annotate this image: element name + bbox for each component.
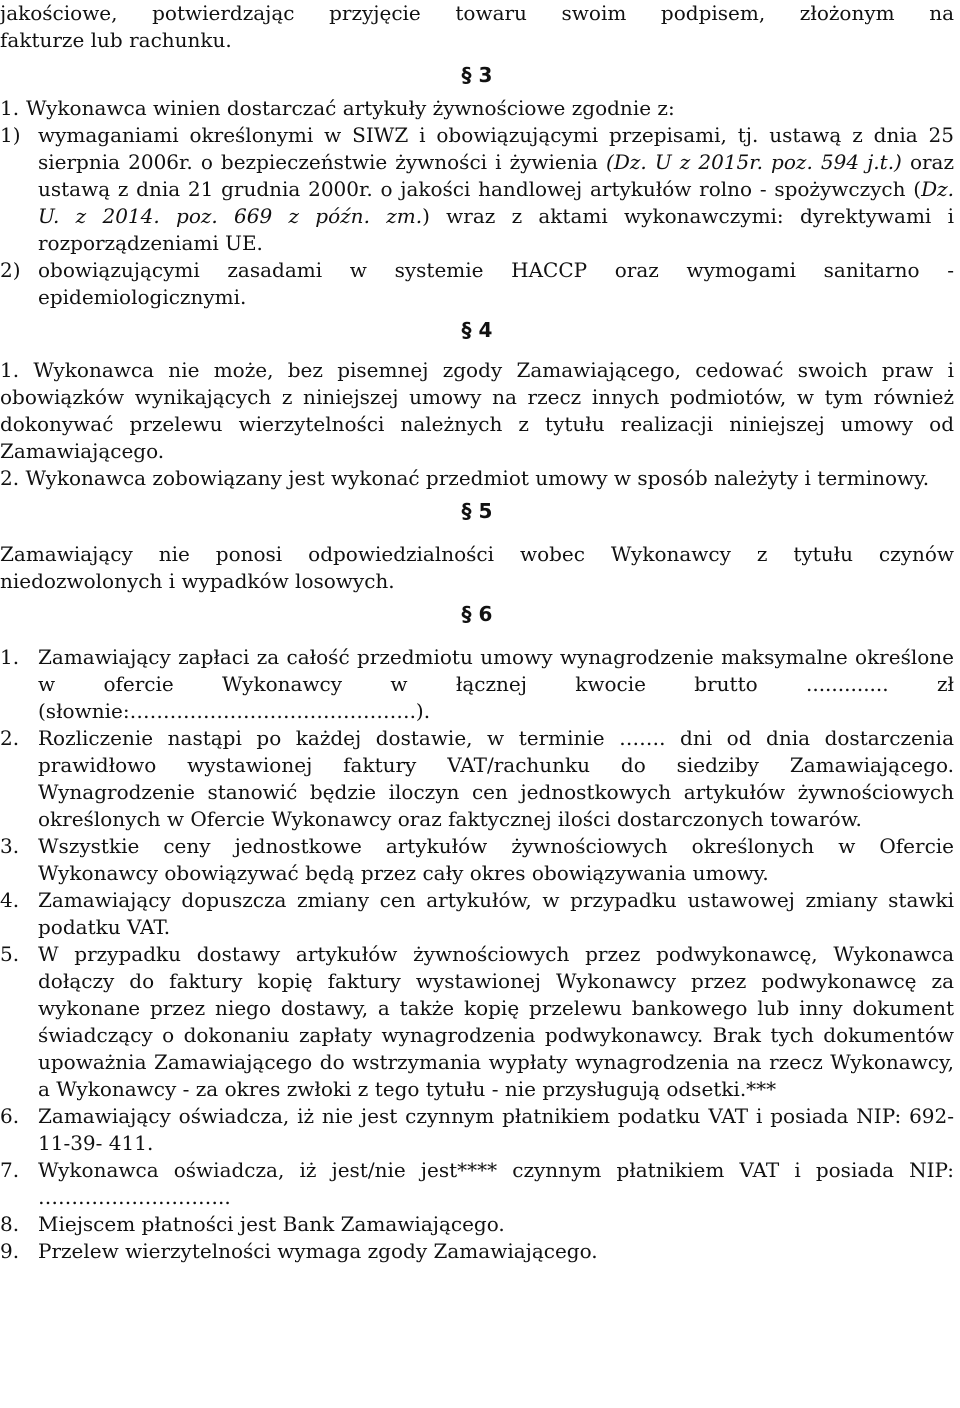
s4-paragraph-2 xyxy=(0,465,954,492)
s3-item-1-text-c: oraz ustawą z dnia 21 grudnia 2000r. o jakości handlowej artykułów rolno - spożywczych ( xyxy=(38,150,955,201)
s6-item-text: Wykonawca oświadcza, iż jest/nie jest**** czynnym płatnikiem VAT i posiada NIP: ……………………….. xyxy=(38,1158,954,1209)
s3-paragraph-1-number: 1. xyxy=(0,96,20,120)
s6-item-number: 7. xyxy=(0,1158,20,1182)
s6-item-8 xyxy=(0,1211,954,1238)
s3-item-2 xyxy=(0,257,954,311)
s3-item-1-text-e: ) wraz z aktami wykonawczymi: dyrektywami i rozporządzeniami UE. xyxy=(38,204,954,255)
s6-item-text: Przelew wierzytelności wymaga zgody Zamawiającego. xyxy=(38,1239,598,1263)
s6-item-6 xyxy=(0,1103,954,1157)
s6-item-text: W przypadku dostawy artykułów żywnościowych przez podwykonawcę, Wykonawca dołączy do faktury kopię faktury wystawionej Wykonawcy przez podwykonawcę za wykonane przez niego dostawy, a także kopię przelewu bankowego lub inny dokument świadczący o dokonaniu zapłaty wynagrodzenia podwykonawcy. Brak tych dokumentów upoważnia Zamawiającego do wstrzymania wypłaty wynagrodzenia na rzecz Wykonawcy, a Wykonawcy - za okres zwłoki z tego tytułu - nie przysługują odsetki.*** xyxy=(38,942,954,1101)
section-heading-4: § 4 xyxy=(461,318,493,342)
s5-paragraph: Zamawiający nie ponosi odpowiedzialności wobec Wykonawcy z tytułu czynów niedozwolonych i wypadków losowych. xyxy=(0,542,954,593)
s4-paragraph-2-text: Wykonawca zobowiązany jest wykonać przedmiot umowy w sposób należyty i terminowy. xyxy=(25,466,930,490)
s4-paragraph-1 xyxy=(0,357,954,465)
section-heading-5: § 5 xyxy=(461,499,493,523)
s4-paragraph-1-number: 1. xyxy=(0,358,20,382)
section-heading-3: § 3 xyxy=(461,63,493,87)
s3-item-1-text-a: wymaganiami określonymi w SIWZ i obowiązującymi przepisami, tj. ustawą z dnia 25 sierpnia 2006r. o bezpieczeństwie żywności i żywienia xyxy=(38,123,954,174)
s3-item-1-number: 1) xyxy=(0,123,21,147)
s6-item-number: 8. xyxy=(0,1212,20,1236)
s6-item-number: 9. xyxy=(0,1239,20,1263)
s3-item-2-text: obowiązującymi zasadami w systemie HACCP oraz wymogami sanitarno - epidemiologicznymi. xyxy=(38,258,954,309)
s3-item-1 xyxy=(0,122,954,257)
intro-line-1: jakościowe, potwierdzając przyjęcie towaru swoim podpisem, złożonym na xyxy=(0,1,954,25)
s6-item-text: Rozliczenie nastąpi po każdej dostawie, w terminie ……. dni od dnia dostarczenia prawidłowo wystawionej faktury VAT/rachunku do siedziby Zamawiającego. Wynagrodzenie stanowić będzie iloczyn cen jednostkowych artykułów żywnościowych określonych w Ofercie Wykonawcy oraz faktycznej ilości dostarczonych towarów. xyxy=(38,726,954,831)
s6-item-text: Zamawiający zapłaci za całość przedmiotu umowy wynagrodzenie maksymalne określone w ofercie Wykonawcy w łącznej kwocie brutto ............. zł (słownie:…………………………………….). xyxy=(38,645,954,723)
s6-item-3 xyxy=(0,833,954,887)
s6-item-number: 5. xyxy=(0,942,20,966)
s6-list xyxy=(0,644,954,1265)
s3-item-1-citation-2: Dz. U. z 2014. poz. 669 z późn. zm. xyxy=(38,177,954,228)
s6-item-number: 2. xyxy=(0,726,20,750)
s6-item-text: Wszystkie ceny jednostkowe artykułów żywnościowych określonych w Ofercie Wykonawcy obowiązywać będą przez cały okres obowiązywania umowy. xyxy=(38,834,954,885)
s6-item-number: 6. xyxy=(0,1104,20,1128)
s4-paragraph-1-text: Wykonawca nie może, bez pisemnej zgody Zamawiającego, cedować swoich praw i obowiązków wynikających z niniejszej umowy na rzecz innych podmiotów, w tym również dokonywać przelewu wierzytelności należnych z tytułu realizacji niniejszej umowy od Zamawiającego. xyxy=(0,358,954,463)
s6-item-5 xyxy=(0,941,954,1103)
s6-item-number: 4. xyxy=(0,888,20,912)
s6-item-text: Zamawiający dopuszcza zmiany cen artykułów, w przypadku ustawowej zmiany stawki podatku VAT. xyxy=(38,888,954,939)
s3-paragraph-1-text: Wykonawca winien dostarczać artykuły żywnościowe zgodnie z: xyxy=(26,96,675,120)
s3-item-1-citation-1: (Dz. U z 2015r. poz. 594 j.t.) xyxy=(606,150,902,174)
s6-item-number: 1. xyxy=(0,645,20,669)
s4-paragraph-2-number: 2. xyxy=(0,466,20,490)
section-heading-6: § 6 xyxy=(461,602,493,626)
s6-item-text: Miejscem płatności jest Bank Zamawiającego. xyxy=(38,1212,505,1236)
s6-item-2 xyxy=(0,725,954,833)
s3-item-2-number: 2) xyxy=(0,258,21,282)
s6-item-1 xyxy=(0,644,954,725)
s6-item-9 xyxy=(0,1238,954,1265)
s6-item-text: Zamawiający oświadcza, iż nie jest czynnym płatnikiem podatku VAT i posiada NIP: 692-11-39- 411. xyxy=(38,1104,954,1155)
s3-paragraph-1 xyxy=(0,95,954,122)
s6-item-number: 3. xyxy=(0,834,20,858)
s6-item-7 xyxy=(0,1157,954,1211)
s6-item-4 xyxy=(0,887,954,941)
intro-line-2: fakturze lub rachunku. xyxy=(0,28,232,52)
